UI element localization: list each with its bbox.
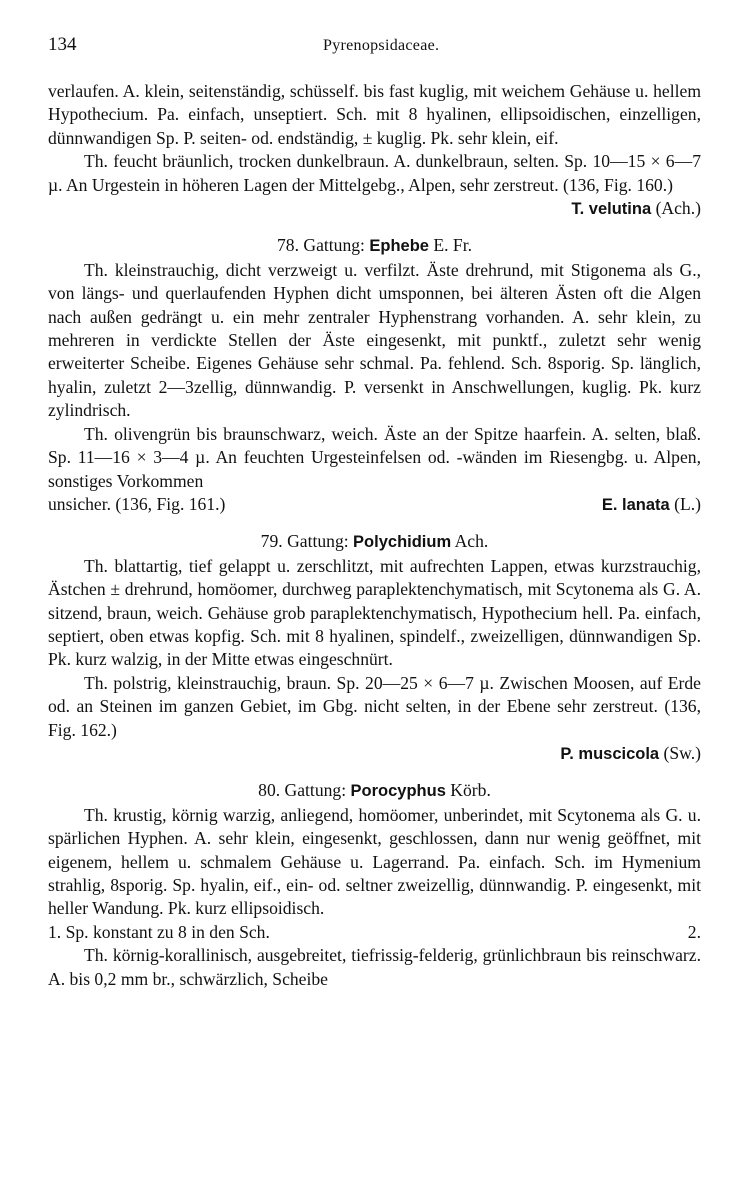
species-name [602,493,701,517]
paragraph: Th. blattartig, tief gelappt u. zerschlitzt, mit aufrechten Lappen, etwas kurzstrauchig, Ästchen ± drehrund, homöomer, durchweg paraplektenchymatisch, mit Scytonema als G. A. sitzend, braun, weich. Gehäuse grob paraplektenchymatisch, Hypothecium hell. Pa. einfach, septiert, oben etwas kopfig. Sch. mit 8 hyalinen, spindelf., zweizelligen, dünnwandigen Sp. Pk. kurz walzig, in der Mitte etwas eingeschnürt. [48,555,701,670]
paragraph: Th. polstrig, kleinstrauchig, braun. Sp. 20—25 × 6—7 µ. Zwischen Moosen, auf Erde od. an Steinen im ganzen Gebiet, im Gbg. nicht selten, in der Ebene sehr zerstreut. (136, Fig. 162.) [48,672,701,740]
paragraph: Th. körnig-korallinisch, ausgebreitet, tiefrissig-felderig, grünlichbraun bis reinschwarz. A. bis 0,2 mm br., schwärzlich, Scheibe [48,945,701,989]
genus-prefix: 79. Gattung: [260,531,349,552]
page-number: 134 [48,34,77,55]
species-name-bold: T. velutina [571,200,652,219]
genus-author: Körb. [450,780,491,801]
genus-heading [48,779,701,803]
species-name-bold: E. lanata [601,495,670,514]
genus-heading [48,234,701,258]
page-header [48,34,701,64]
paragraph-tail: unsicher. (136, Fig. 161.) [48,493,226,514]
species-name [48,742,701,766]
paragraph: Th. kleinstrauchig, dicht verzweigt u. verfilzt. Äste drehrund, mit Stigonema als G., von längs- und querlaufenden Hyphen dicht umsponnen, bei älteren Ästen oft die Algen nach außen gedrängt u. ein mehr zentraler Hyphenstrang vorhanden. A. sehr klein, zu mehreren in verdickte Stellen der Äste eingesenkt, mit punktf., zuletzt sehr wenig erweiterter Scheibe. Eigenes Gehäuse sehr schmal. Pa. fehlend. Sch. 8sporig. Sp. länglich, hyalin, zuletzt 2—3zellig, dünnwandig. P. versenkt in Anschwellungen, kuglig. Pk. kurz zylindrisch. [48,259,701,421]
paragraph: verlaufen. A. klein, seitenständig, schüsself. bis fast kuglig, mit weichem Gehäuse u. hellem Hypothecium. Pa. einfach, unseptiert. Sch. mit 8 hyalinen, ellipsoidischen, einzelligen, dünnwandigen Sp. P. seiten- od. endständig, ± kuglig. Pk. sehr klein, eif. [48,81,701,148]
paragraph-last-line [48,493,701,517]
key-number: 2. [687,921,701,942]
species-author: (Ach.) [655,198,701,219]
genus-name: Porocyphus [350,782,446,801]
key-text: 1. Sp. konstant zu 8 in den Sch. [48,921,270,942]
genus-prefix: 80. Gattung: [258,780,347,801]
genus-author: Ach. [454,531,489,552]
species-name-bold: P. muscicola [560,744,660,763]
key-line [48,921,701,944]
species-author: (Sw.) [663,742,701,763]
genus-author: E. Fr. [433,235,472,256]
species-author: (L.) [674,493,701,514]
paragraph: Th. krustig, körnig warzig, anliegend, homöomer, unberindet, mit Scytonema als G. u. spärlichen Hyphen. A. sehr klein, eingesenkt, geschlossen, dann nur wenig geöffnet, mit eigenem, hellem u. schmalem Gehäuse u. Lagerrand. Pa. einfach. Sch. im Hymenium strahlig, 8sporig. Sp. hyalin, eif., ein- od. seltner zweizellig, dünnwandig. P. eingesenkt, mit heller Wandung. Pk. kurz ellipsoidisch. [48,804,701,919]
genus-name: Ephebe [369,237,429,256]
genus-prefix: 78. Gattung: [276,235,365,256]
genus-heading [48,530,701,554]
species-name [48,197,701,221]
genus-name: Polychidium [353,533,452,552]
running-head: Pyrenopsidaceae. [323,37,440,54]
paragraph: Th. olivengrün bis braunschwarz, weich. Äste an der Spitze haarfein. A. selten, blaß. Sp. 11—16 × 3—4 µ. An feuchten Urgesteinfelsen od. -wänden im Riesengbg. u. Alpen, sonstiges Vorkommen [48,423,701,491]
paragraph: Th. feucht bräunlich, trocken dunkelbraun. A. dunkelbraun, selten. Sp. 10—15 × 6—7 µ. An Urgestein in höheren Lagen der Mittelgebg., Alpen, sehr zerstreut. (136, Fig. 160.) [48,151,701,195]
